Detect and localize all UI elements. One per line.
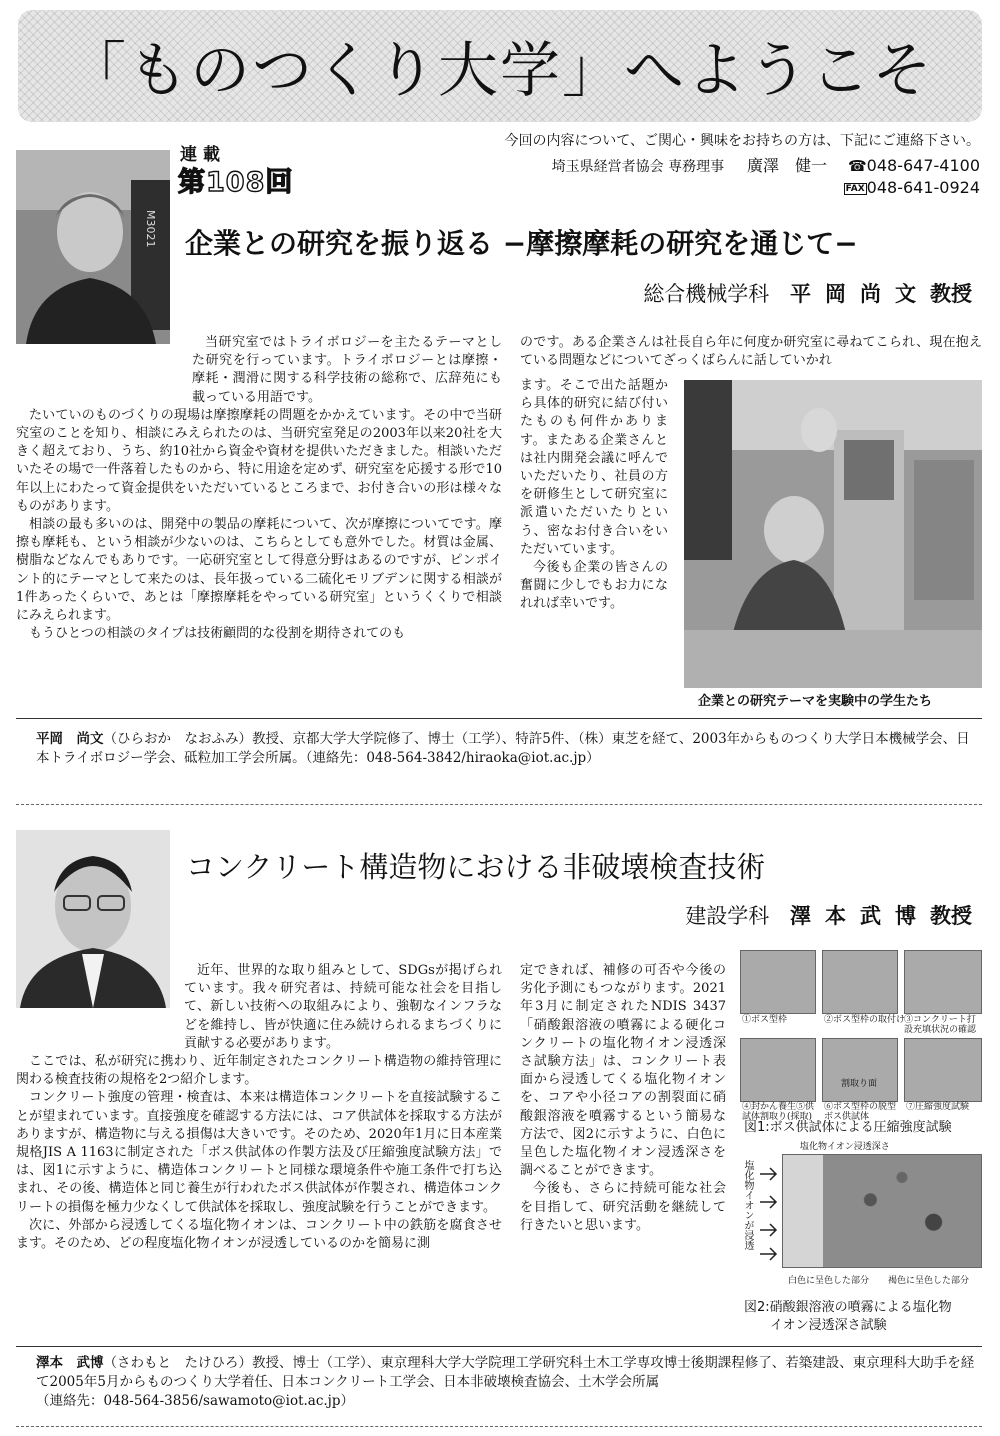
section-divider [16,804,982,805]
figure2-bottom-right-label: 褐色に呈色した部分 [888,1276,970,1286]
contact-org: 埼玉県経営者協会 専務理事 [551,159,725,175]
figure2-photo [782,1154,982,1268]
article2-bio-text: （さわもと たけひろ）教授、博士（工学）、東京理科大学大学院理工学研究科土木工学専攻博士後期課程修了、若築建設、東京理科大助手を経て2005年5月からものつくり大学着任、日本コンクリート工学会、日本非破壊検査協会、土木学会所属 [36,1355,975,1390]
figure1-photo [740,950,816,1014]
series-number: 第108回 [178,167,294,198]
article2-paragraph: 近年、世界的な取り組みとして、SDGsが掲げられています。我々研究者は、持続可能な社会を目指して、新しい技術への取組みにより、強靭なインフラなどを維持し、皆が快適に住み続けられるまちづくりに貢献する必要があります。 [184,963,502,1051]
lab-experiment-photo-image [684,380,982,688]
figure2-chloride-depth [740,1142,984,1292]
article2-paragraph: 定できれば、補修の可否や今後の劣化予測にもつながります。2021年3月に制定されたNDIS 3437「硝酸銀溶液の噴霧による硬化コンクリートの塩化物イオン浸透深さ試験方法」は、コンクリート表面から浸透してくる塩化物イオンを、コアや小径コアの割裂面に硝酸銀溶液を噴霧するという簡易な方法で、図2に示すように、白色に呈色した塩化物イオン浸透深さを調べることができます。 [520,963,726,1179]
page-bottom-divider [16,1426,982,1427]
article2-bio-contact: （連絡先：048-564-3856/sawamoto@iot.ac.jp） [36,1393,355,1409]
figure1-photo [904,950,982,1014]
article1-paragraph: のです。ある企業さんは社長自ら年に何度か研究室に尋ねてこられ、現在抱えている問題などについてざっくばらんに話していかれ [520,335,982,369]
telephone-icon: ☎ [847,157,867,175]
article1-bio-name: 平岡 尚文 [36,731,104,747]
article1-paragraph: 相談の最も多いのは、開発中の製品の摩耗について、次が摩擦についてです。摩擦も摩耗も、という相談が少ないのは、こちらとしても意外でした。材質は金属、樹脂などなんでもありです。一応研究室として得意分野はあるのですが、ピンポイント的にテーマとして来たのは、長年扱っている二硫化モリブデンに関する相談が1件あったくらいで、あとは「摩擦摩耗をやっている研究室」というくくりで相談にみえられます。 [16,517,502,624]
fax-icon: FAX [845,184,865,194]
photo-room-label: M3021 [144,210,157,248]
figure1-photo [822,1038,898,1102]
figure2-side-label: 塩化物イオンが浸透 [742,1160,753,1250]
figure1-step-label: ②ボス型枠の取付け [824,1015,906,1025]
article2-title: コンクリート構造物における非破壊検査技術 [186,850,766,884]
figure2-caption-line2: イオン浸透深さ試験 [770,1318,887,1333]
article1-paragraph: 当研究室ではトライボロジーを主たるテーマとした研究を行っています。トライボロジーとは摩擦・摩耗・潤滑に関する科学技術の総称で、広辞苑にも載っている用語です。 [192,335,502,405]
masthead-title: 「ものつくり大学」へようこそ [66,36,934,106]
lab-photo-caption: 企業との研究テーマを実験中の学生たち [698,694,933,709]
article1-bio-text: （ひらおか なおふみ）教授、京都大学大学院修了、博士（工学）、特許5件、（株）東芝を経て、2003年からものつくり大学日本機械学会、日本トライボロジー学会、砥粒加工学会所属。（連絡先：048-564-3842/hiraoka@iot.ac.jp） [36,731,970,766]
figure1-step-label: ⑦圧縮強度試験 [906,1102,970,1112]
contact-tel: 048-647-4100 [866,156,980,175]
figure1-caption: 図1:ボス供試体による圧縮強度試験 [744,1120,952,1135]
figure1-step-label: ④封かん養生⑤供試体割取り(採取) [742,1102,815,1122]
article1-paragraph: もうひとつの相談のタイプは技術顧問的な役割を期待されてのも [29,626,406,642]
article2-author-title: 教授 [930,904,972,928]
figure1-photo [822,950,898,1014]
article1-title: 企業との研究を振り返る −摩擦摩耗の研究を通じて− [185,227,858,260]
article2-paragraph: 次に、外部から浸透してくる塩化物イオンは、コンクリート中の鉄筋を腐食させます。そのため、どの程度塩化物イオンが浸透しているのかを簡易に測 [16,1217,502,1252]
article1-paragraph: 今後も企業の皆さんの奮闘に少しでもお力になれれば幸いです。 [520,560,668,612]
contact-person: 廣澤 健一 [747,156,828,175]
article1-author-bio [36,730,982,768]
article2-column1 [16,962,502,1253]
masthead-banner [18,10,982,122]
article1-paragraph: たいていのものづくりの現場は摩擦摩耗の問題をかかえています。その中で当研究室のことを知り、相談にみえられたのは、当研究室発足の2003年以来20社を大きく超えており、うち、約10社から資金や資材を提供いただきました。相談いただいたその場で一件落着したものから、特に用途を定めず、研究室を応援する形で10年以上にわたって資金提供をいただいているところまで、お付き合いの形は様々なものがあります。 [16,407,502,514]
article1-column2-top [520,334,982,370]
article1-paragraph: ます。そこで出た話題から具体的研究に結び付いたものも何件かあります。またある企業さんとは社内開発会議に呼んでいただいたり、社員の方を研修生として研究室に派遣いただいたりという、密なお付き合いをいただいています。 [520,378,668,557]
article2-paragraph: ここでは、私が研究に携わり、近年制定されたコンクリート構造物の維持管理に関わる検査技術の規格を2つ紹介します。 [16,1054,502,1088]
article2-author-bio [36,1354,982,1411]
article1-bio-rule [16,718,982,719]
figure2-bottom-left-label: 白色に呈色した部分 [788,1276,870,1286]
article2-paragraph: コンクリート強度の管理・検査は、本来は構造体コンクリートを直接試験することが望まれています。直接強度を確認する方法には、コア供試体を採取する方法がありますが、構造物に与える損傷は大きいです。そのため、2020年1月に日本産業規格JIS A 1163に制定された「ボス供試体の作製方法及び圧縮強度試験方法」では、図1に示すように、構造体コンクリートと同様な環境条件や施工条件で打ち込まれ、その後、構造体と同じ養生が行われたボス供試体が作製され、構造体コンクリートの損傷を極力少なくして供試体を採取し、強度試験を行うことができます。 [16,1090,502,1215]
figure1-step-label: ③コンクリート打設充填状況の確認 [904,1015,977,1035]
contact-intro: 今回の内容について、ご関心・興味をお持ちの方は、下記にご連絡下さい。 [504,133,980,149]
figure1-inner-label: 割取り面 [841,1079,878,1089]
figure1-step-label: ⑥ボス型枠の脱型ボス供試体 [824,1102,897,1122]
figure2-top-label: 塩化物イオン浸透深さ [800,1142,890,1152]
figure1-step-label: ①ボス型枠 [742,1015,788,1025]
lab-experiment-photo [684,380,982,688]
article2-author: 澤本武博 [790,904,930,928]
author-photo-hiraoka [16,150,170,344]
contact-fax: 048-641-0924 [866,178,980,197]
contact-fax-line [844,178,980,197]
article2-byline [685,900,972,930]
article2-column2 [520,962,726,1235]
article1-author-title: 教授 [930,282,972,306]
arrow-icon [758,1154,782,1264]
series-label: 連載 [180,145,226,165]
figure1-photo [904,1038,982,1102]
article2-bio-name: 澤本 武博 [36,1355,104,1371]
article2-dept: 建設学科 [685,904,770,928]
article1-column1 [16,334,502,643]
article1-column2-narrow [520,377,668,614]
figure1-photo [740,1038,816,1102]
article2-paragraph: 今後も、さらに持続可能な社会を目指して、研究活動を継続して行きたいと思います。 [520,1181,726,1233]
article2-bio-rule [16,1346,982,1347]
article1-author: 平岡尚文 [790,282,930,306]
article1-dept: 総合機械学科 [643,282,770,306]
contact-org-line [552,153,980,176]
article1-byline [643,278,972,308]
figure2-caption-line1: 図2:硝酸銀溶液の噴霧による塩化物 [744,1300,952,1315]
